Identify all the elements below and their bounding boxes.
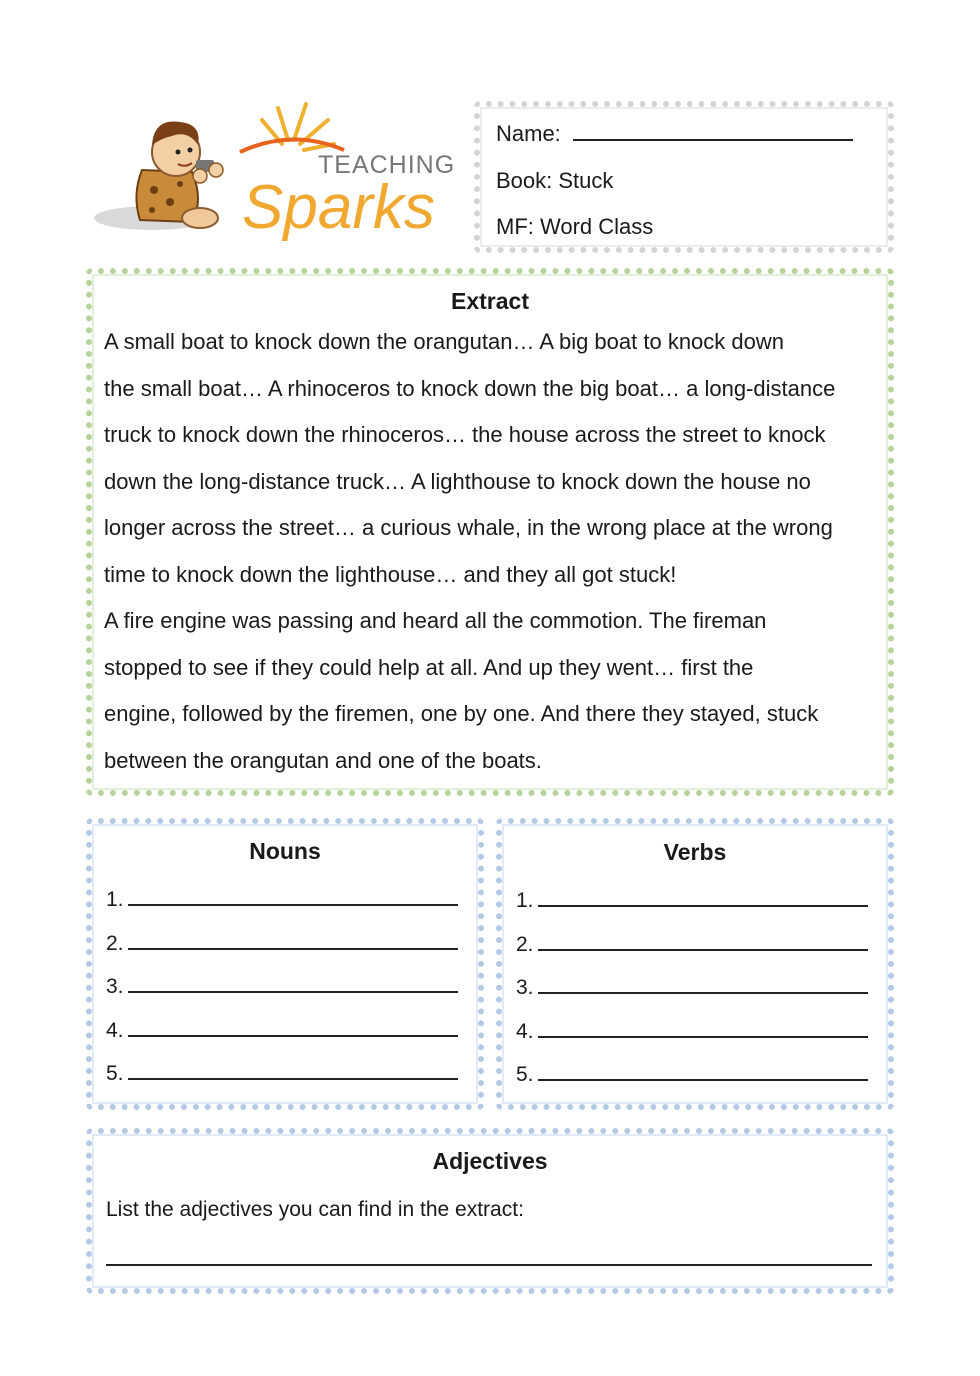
extract-text <box>104 319 876 784</box>
answer-blank[interactable] <box>538 1065 868 1081</box>
entry-number: 5. <box>106 1062 124 1085</box>
nouns-box <box>86 818 484 1110</box>
caveman-mascot-icon <box>92 100 464 248</box>
adjectives-answer-line[interactable] <box>106 1250 872 1266</box>
entry-number: 1. <box>106 888 124 911</box>
noun-entry[interactable] <box>106 888 458 912</box>
verb-entry[interactable] <box>516 1020 868 1044</box>
extract-line: engine, followed by the firemen, one by one. And there they stayed, stuck <box>104 701 819 726</box>
noun-entry[interactable] <box>106 932 458 956</box>
extract-line: down the long-distance truck… A lighthouse to knock down the house no <box>104 468 811 494</box>
answer-blank[interactable] <box>538 978 868 994</box>
extract-line: the small boat… A rhinoceros to knock down the big boat… a long-distance <box>104 375 836 401</box>
answer-blank[interactable] <box>538 1022 868 1038</box>
logo-teaching-text: TEACHING <box>318 151 456 179</box>
extract-title: Extract <box>451 288 529 314</box>
noun-entry[interactable] <box>106 1019 458 1043</box>
answer-blank[interactable] <box>128 977 458 993</box>
adjectives-title: Adjectives <box>432 1148 548 1174</box>
answer-blank[interactable] <box>538 891 868 907</box>
extract-line: truck to knock down the rhinoceros… the house across the street to knock <box>104 422 826 447</box>
entry-number: 4. <box>516 1020 534 1043</box>
name-field[interactable] <box>496 121 853 147</box>
noun-entry[interactable] <box>106 1062 458 1086</box>
nouns-title: Nouns <box>249 838 321 864</box>
book-label: Book: Stuck <box>496 168 614 193</box>
extract-line: time to knock down the lighthouse… and they all got stuck! <box>104 561 677 587</box>
entry-number: 5. <box>516 1063 534 1086</box>
mf-label: MF: Word Class <box>496 214 654 239</box>
verb-entry[interactable] <box>516 1063 868 1087</box>
name-label: Name: <box>496 121 561 146</box>
extract-box <box>86 268 894 796</box>
entry-number: 2. <box>106 932 124 955</box>
adjectives-prompt: List the adjectives you can find in the extract: <box>106 1198 524 1221</box>
verb-entry[interactable] <box>516 933 868 957</box>
answer-blank[interactable] <box>128 1021 458 1037</box>
answer-blank[interactable] <box>128 934 458 950</box>
extract-line: stopped to see if they could help at all. And up they went… first the <box>104 654 754 680</box>
extract-line: longer across the street… a curious whale, in the wrong place at the wrong <box>104 515 833 540</box>
verb-entry[interactable] <box>516 976 868 1000</box>
entry-number: 4. <box>106 1019 124 1042</box>
extract-line: A small boat to knock down the orangutan… A big boat to knock down <box>104 329 784 354</box>
teaching-sparks-logo <box>92 100 464 248</box>
entry-number: 3. <box>516 976 534 999</box>
noun-entry[interactable] <box>106 975 458 999</box>
extract-line: between the orangutan and one of the boats. <box>104 747 542 773</box>
verbs-title: Verbs <box>663 839 727 865</box>
adjectives-box <box>86 1128 894 1294</box>
entry-number: 2. <box>516 933 534 956</box>
entry-number: 3. <box>106 975 124 998</box>
answer-blank[interactable] <box>128 890 458 906</box>
logo-sparks-text: Sparks <box>242 173 435 242</box>
entry-number: 1. <box>516 889 534 912</box>
answer-blank[interactable] <box>128 1064 458 1080</box>
answer-blank[interactable] <box>538 935 868 951</box>
verb-entry[interactable] <box>516 889 868 913</box>
verbs-box <box>496 818 894 1110</box>
extract-line: A fire engine was passing and heard all the commotion. The fireman <box>104 608 767 633</box>
name-blank[interactable] <box>573 123 853 141</box>
student-info-box <box>474 101 894 253</box>
